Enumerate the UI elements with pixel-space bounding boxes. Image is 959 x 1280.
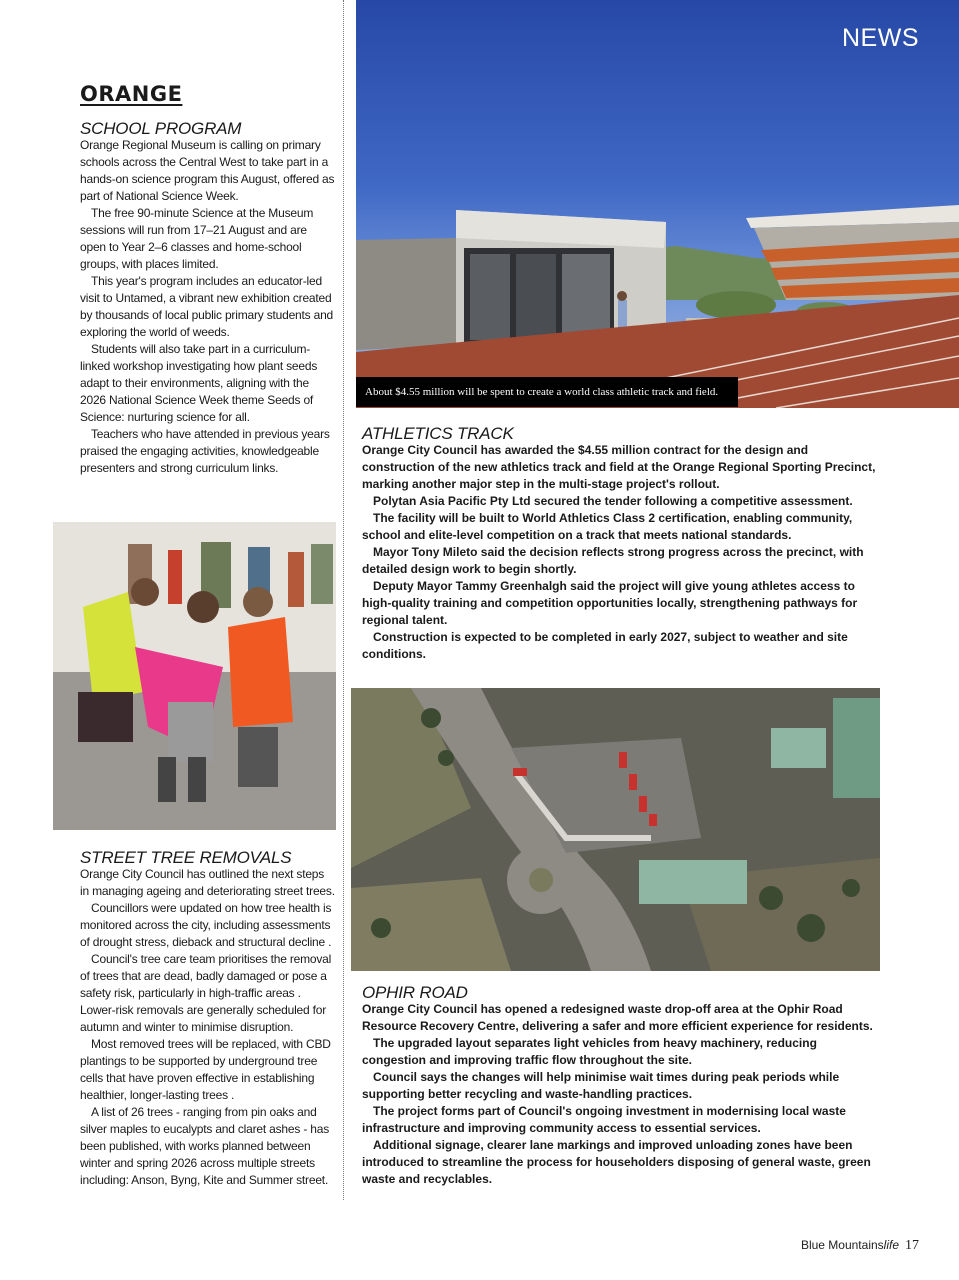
ophir-road-article	[362, 984, 882, 1188]
page-number: 17	[905, 1238, 919, 1253]
hero-image-caption: About $4.55 million will be spent to create a world class athletic track and field.	[356, 377, 738, 407]
article-paragraph: Polytan Asia Pacific Pty Ltd secured the tender following a competitive assessment.	[373, 494, 853, 508]
article-paragraph: Teachers who have attended in previous years praised the engaging activities, knowledgeable presenters and strong curriculum links.	[80, 427, 330, 475]
publication-name: Blue Mountains	[800, 1238, 884, 1252]
article-paragraph: Deputy Mayor Tammy Greenhalgh said the project will give young athletes access to high-quality training and competition opportunities locally, strengthening pathways for regional talent.	[362, 579, 858, 627]
school-program-article	[80, 120, 335, 477]
waste-centre-aerial-photo	[351, 688, 880, 971]
page-footer	[801, 1238, 919, 1254]
section-label: NEWS	[842, 24, 919, 52]
street-trees-article	[80, 849, 335, 1189]
region-title: ORANGE	[80, 82, 183, 106]
article-paragraph: The free 90-minute Science at the Museum sessions will run from 17–21 August and are open to Year 2–6 classes and home-school groups, with places limited.	[80, 206, 314, 271]
article-paragraph: Orange Regional Museum is calling on primary schools across the Central West to take part in a hands-on science program this August, offered as part of National Science Week.	[80, 138, 335, 203]
athletics-track-heading: ATHLETICS TRACK	[362, 424, 514, 443]
street-trees-heading: STREET TREE REMOVALS	[80, 848, 292, 867]
article-paragraph: Orange City Council has awarded the $4.55 million contract for the design and construction of the new athletics track and field at the Orange Regional Sporting Precinct, marking another major step in the multi-stage project's rollout.	[362, 443, 876, 491]
athletics-track-article	[362, 425, 882, 663]
article-paragraph: Construction is expected to be completed in early 2027, subject to weather and site conditions.	[362, 630, 848, 661]
article-paragraph: Orange City Council has opened a redesigned waste drop-off area at the Ophir Road Resource Recovery Centre, delivering a safer and more efficient experience for residents.	[362, 1002, 873, 1033]
athletics-track-render-image	[356, 0, 959, 408]
article-paragraph: The upgraded layout separates light vehicles from heavy machinery, reducing congestion and improving traffic flow throughout the site.	[362, 1036, 817, 1067]
article-paragraph: Additional signage, clearer lane markings and improved unloading zones have been introduced to streamline the process for householders disposing of general waste, green waste and recyclables.	[362, 1138, 871, 1186]
article-paragraph: Orange City Council has outlined the next steps in managing ageing and deteriorating street trees.	[80, 867, 335, 898]
ophir-road-heading: OPHIR ROAD	[362, 983, 468, 1002]
article-paragraph: Students will also take part in a curriculum-linked workshop investigating how plant seeds adapt to their environments, aligning with the 2026 National Science Week theme Seeds of Science: nurturing science for all.	[80, 342, 318, 424]
article-paragraph: This year's program includes an educator-led visit to Untamed, a vibrant new exhibition created by thousands of local public primary students and exploring the world of weeds.	[80, 274, 334, 339]
article-paragraph: A list of 26 trees - ranging from pin oaks and silver maples to eucalypts and claret ashes - has been published, with works planned between winter and spring 2026 across multiple streets including: Anson, Byng, Kite and Summer street.	[80, 1105, 329, 1187]
article-paragraph: Council's tree care team prioritises the removal of trees that are dead, badly damaged or pose a safety risk, particularly in high-traffic areas . Lower-risk removals are generally scheduled for autumn and winter to minimise disruption.	[80, 952, 332, 1034]
article-paragraph: Council says the changes will help minimise wait times during peak periods while supporting better recycling and waste-handling practices.	[362, 1070, 840, 1101]
article-paragraph: The facility will be built to World Athletics Class 2 certification, enabling community, school and elite-level competition on a track that meets national standards.	[362, 511, 853, 542]
article-paragraph: The project forms part of Council's ongoing investment in modernising local waste infrastructure and improving community access to essential services.	[362, 1104, 846, 1135]
school-program-heading: SCHOOL PROGRAM	[80, 119, 242, 138]
publication-name-suffix: life	[883, 1238, 899, 1252]
column-divider	[343, 0, 344, 1200]
article-paragraph: Councillors were updated on how tree health is monitored across the city, including assessments of drought stress, dieback and structural decline .	[80, 901, 332, 949]
article-paragraph: Most removed trees will be replaced, with CBD plantings to be supported by underground tree cells that have proven effective in establishing healthier, longer-lasting trees .	[80, 1037, 331, 1102]
article-paragraph: Mayor Tony Mileto said the decision reflects strong progress across the precinct, with detailed design work to begin shortly.	[362, 545, 864, 576]
students-museum-photo	[53, 522, 336, 830]
